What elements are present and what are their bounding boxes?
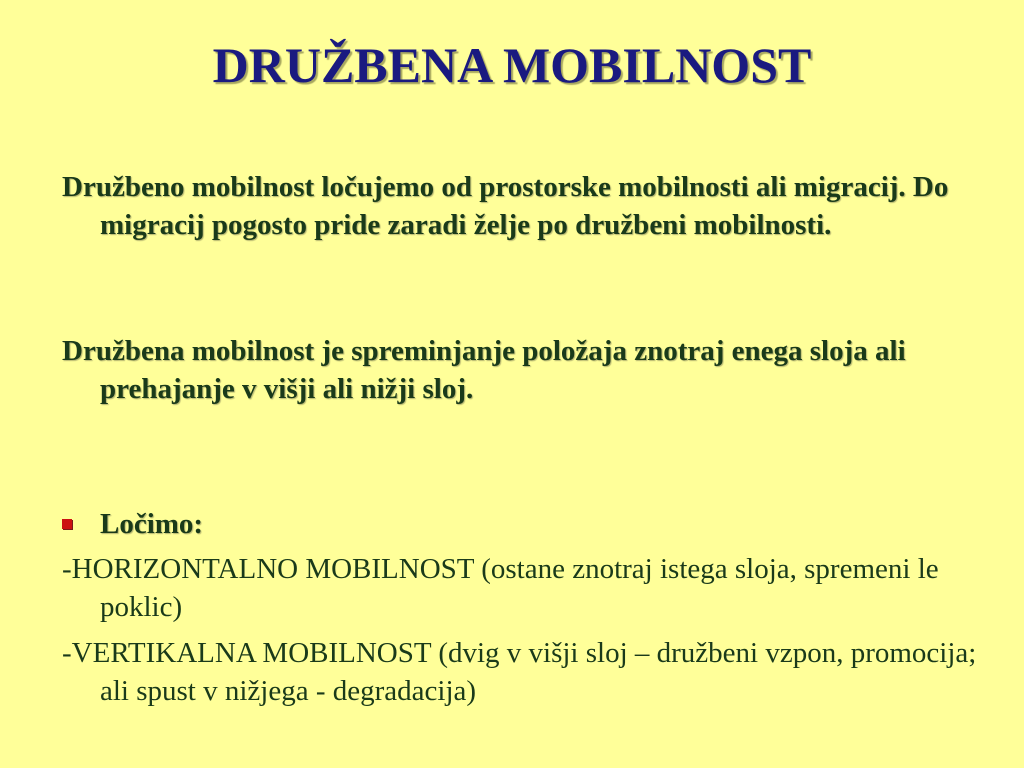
paragraph-migration: Družbeno mobilnost ločujemo od prostorske mobilnosti ali migracij. Do migracij pogosto pride zaradi želje po družbeni mobilnosti.	[62, 171, 949, 241]
bullet-item-locimo	[62, 505, 203, 543]
slide-title: DRUŽBENA MOBILNOST	[212, 37, 812, 93]
paragraph-horizontal-mobility: -HORIZONTALNO MOBILNOST (ostane znotraj istega sloja, spremeni le poklic)	[62, 553, 939, 623]
bullet-label: Ločimo:	[100, 508, 204, 540]
paragraph-vertical-mobility: -VERTIKALNA MOBILNOST (dvig v višji sloj – družbeni vzpon, promocija; ali spust v nižjega - degradacija)	[62, 637, 977, 707]
paragraph-definition: Družbena mobilnost je spreminjanje položaja znotraj enega sloja ali prehajanje v višji ali nižji sloj.	[62, 335, 906, 405]
square-bullet-icon	[62, 519, 72, 529]
